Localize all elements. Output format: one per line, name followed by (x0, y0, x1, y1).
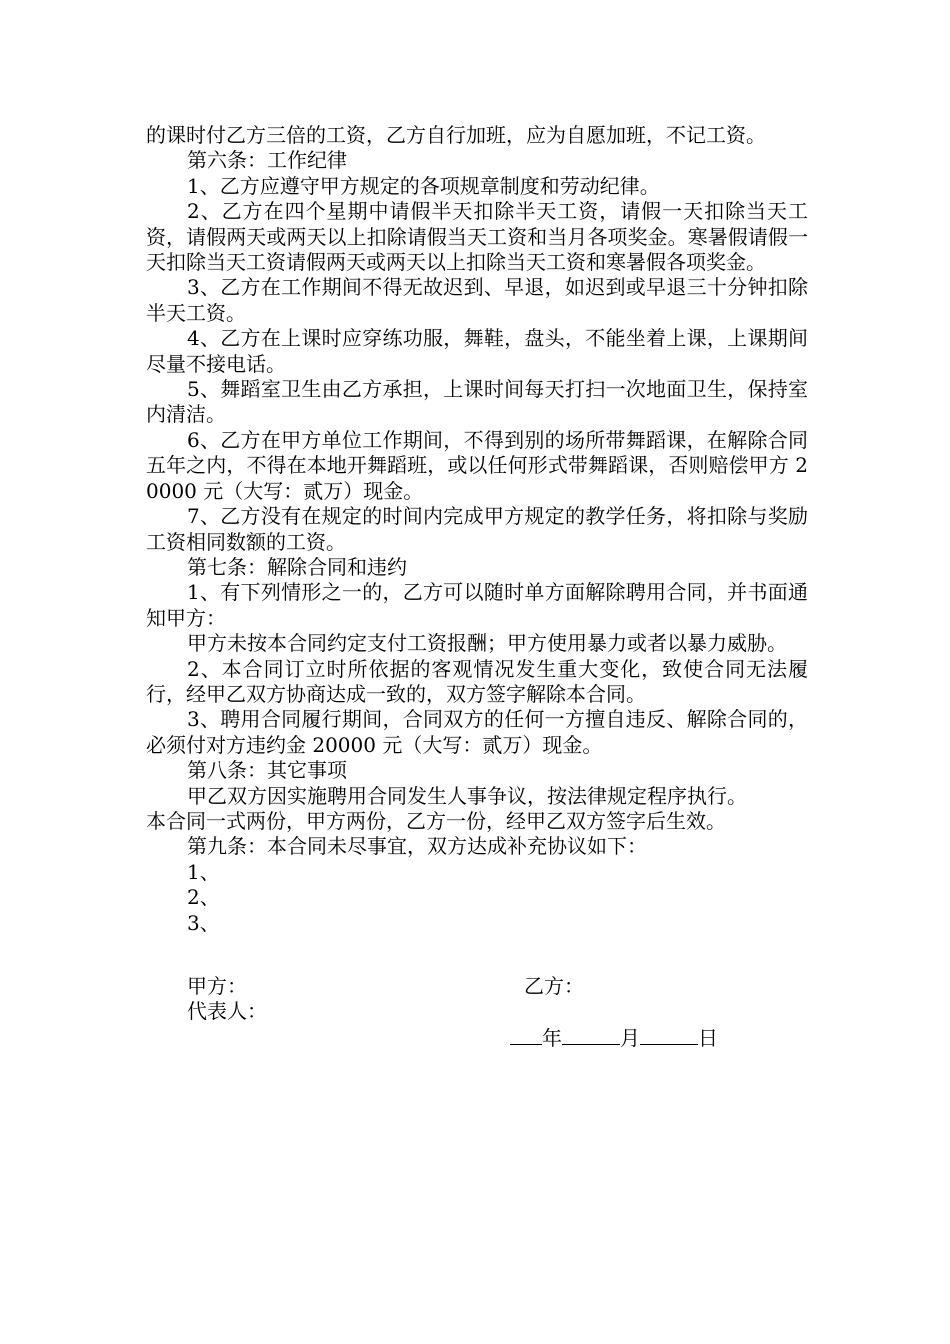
party-b-label: 乙方： (524, 974, 584, 998)
month-label: 月 (620, 1026, 640, 1050)
article-7-clause-3: 3、聘用合同履行期间，合同双方的任何一方擅自违反、解除合同的，必须付对方违约金 20000 元（大写：贰万）现金。 (146, 707, 808, 757)
article-6-heading: 第六条：工作纪律 (187, 148, 347, 173)
month-blank (562, 1024, 620, 1045)
supplement-item-3: 3、 (187, 910, 220, 935)
paragraph-continuation: 的课时付乙方三倍的工资，乙方自行加班，应为自愿加班，不记工资。 (146, 123, 766, 147)
article-7-clause-1: 1、有下列情形之一的，乙方可以随时单方面解除聘用合同，并书面通知甲方： (146, 580, 808, 630)
day-label: 日 (698, 1026, 718, 1050)
article-6-clause-1: 1、乙方应遵守甲方规定的各项规章制度和劳动纪律。 (187, 173, 660, 198)
article-6-clause-6: 6、乙方在甲方单位工作期间，不得到别的场所带舞蹈课，在解除合同五年之内，不得在本地开舞蹈班，或以任何形式带舞蹈课，否则赔偿甲方 20000 元（大写：贰万）现金。 (146, 427, 808, 503)
article-7-clause-1-detail: 甲方未按本合同约定支付工资报酬；甲方使用暴力或者以暴力威胁。 (187, 631, 787, 656)
article-8-heading: 第八条：其它事项 (187, 758, 347, 783)
article-8-clause-1: 甲乙双方因实施聘用合同发生人事争议，按法律规定程序执行。 (187, 783, 747, 808)
article-7-heading: 第七条：解除合同和违约 (187, 554, 407, 579)
day-blank (640, 1024, 698, 1045)
article-9-heading: 第九条：本合同未尽事宜，双方达成补充协议如下： (187, 834, 647, 859)
supplement-item-2: 2、 (187, 885, 220, 910)
date-line (510, 1024, 718, 1051)
article-7-clause-2: 2、本合同订立时所依据的客观情况发生重大变化，致使合同无法履行，经甲乙双方协商达成一致的，双方签字解除本合同。 (146, 656, 808, 706)
article-6-clause-5: 5、舞蹈室卫生由乙方承担，上课时间每天打扫一次地面卫生，保持室内清洁。 (146, 377, 808, 427)
representative-label: 代表人： (187, 999, 267, 1023)
article-6-clause-3: 3、乙方在工作期间不得无故迟到、早退，如迟到或早退三十分钟扣除半天工资。 (146, 275, 808, 325)
party-a-label: 甲方： (187, 974, 247, 998)
contract-body (146, 123, 808, 936)
article-6-clause-7: 7、乙方没有在规定的时间内完成甲方规定的教学任务，将扣除与奖励工资相同数额的工资。 (146, 504, 808, 554)
supplement-item-1: 1、 (187, 859, 220, 884)
article-8-clause-2: 本合同一式两份，甲方两份，乙方一份，经甲乙双方签字后生效。 (146, 808, 726, 833)
year-blank (510, 1024, 542, 1045)
article-6-clause-4: 4、乙方在上课时应穿练功服，舞鞋，盘头，不能坐着上课，上课期间尽量不接电话。 (146, 326, 808, 376)
year-label: 年 (542, 1026, 562, 1050)
article-6-clause-2: 2、乙方在四个星期中请假半天扣除半天工资，请假一天扣除当天工资，请假两天或两天以上扣除请假当天工资和当月各项奖金。寒暑假请假一天扣除当天工资请假两天或两天以上扣除当天工资和寒暑假各项奖金。 (146, 199, 808, 275)
